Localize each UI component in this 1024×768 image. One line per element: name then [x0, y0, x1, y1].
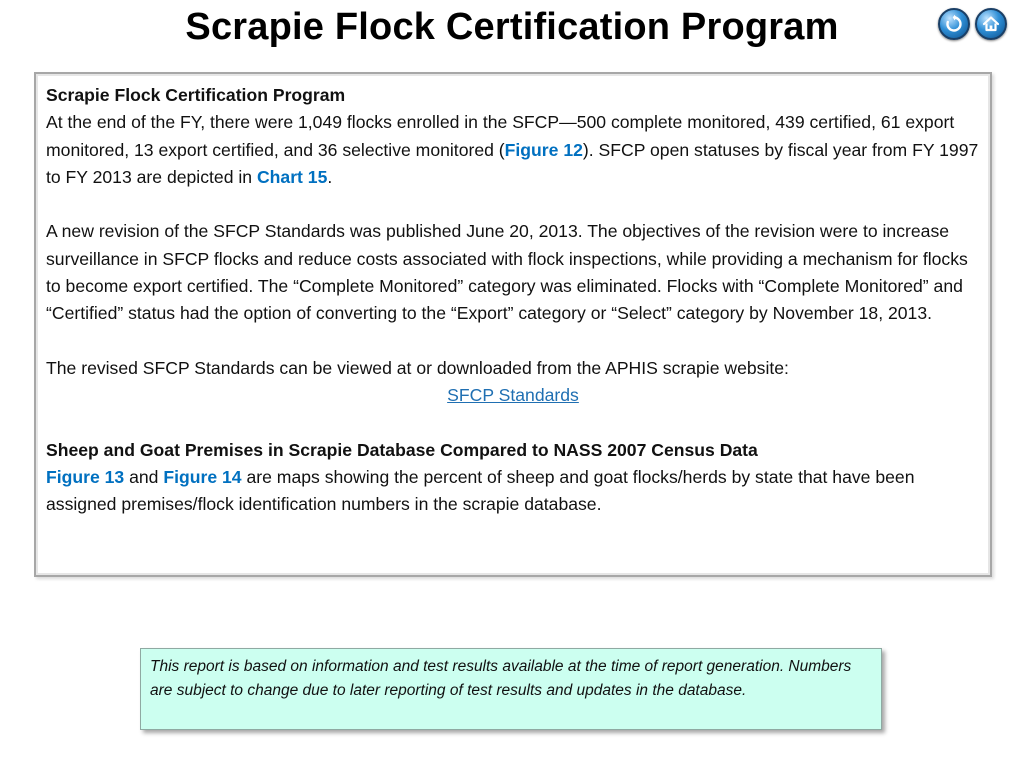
- section-heading-sfcp: Scrapie Flock Certification Program: [46, 85, 346, 105]
- refresh-icon: [944, 14, 964, 34]
- sfcp-standards-link[interactable]: SFCP Standards: [447, 385, 579, 406]
- enrollment-text-cont: ). SFCP open statuses by fiscal year from FY 1997 to FY 2013 are depicted in: [46, 139, 979, 187]
- revision-paragraph: A new revision of the SFCP Standards was published June 20, 2013. The objectives of the revision were to increase surveillance in SFCP flocks and reduce costs associated with flock inspections, while providing a mechanism for flocks to become export certified. The “Complete Monitored” category was eliminated. Flocks with “Complete Monitored” and “Certified” status had the option of converting to the “Export” category or “Select” category by November 18, 2013.: [46, 221, 968, 324]
- enrollment-paragraph: [46, 109, 980, 191]
- enrollment-text-end: .: [327, 166, 333, 187]
- figure-12-link[interactable]: Figure 12: [504, 139, 583, 160]
- premises-and: and: [124, 467, 164, 488]
- enrollment-text: At the end of the FY, there were 1,049 flocks enrolled in the SFCP—500 complete monitored, 439 certified, 61 export monitored, 13 export certified, and 36 selective monitored (: [46, 112, 955, 160]
- nav-buttons: [938, 8, 1007, 40]
- content-box: [34, 72, 992, 577]
- home-button[interactable]: [975, 8, 1007, 40]
- figure-14-link[interactable]: Figure 14: [163, 467, 242, 488]
- paragraph-spacer: [46, 410, 980, 437]
- chart-15-link[interactable]: Chart 15: [256, 166, 328, 187]
- disclaimer-note: This report is based on information and test results available at the time of report generation. Numbers are subject to change due to later reporting of test results and updates in the database.: [140, 648, 882, 730]
- figure-13-link[interactable]: Figure 13: [46, 467, 125, 488]
- home-icon: [981, 14, 1001, 34]
- standards-link-line: [46, 382, 980, 409]
- premises-text: are maps showing the percent of sheep and goat flocks/herds by state that have been assigned premises/flock identification numbers in the scrapie database.: [46, 467, 915, 515]
- premises-paragraph: [46, 464, 980, 519]
- page-title: Scrapie Flock Certification Program: [185, 6, 839, 48]
- paragraph-spacer: [46, 191, 980, 218]
- refresh-button[interactable]: [938, 8, 970, 40]
- paragraph-spacer: [46, 328, 980, 355]
- standards-paragraph: The revised SFCP Standards can be viewed at or downloaded from the APHIS scrapie website:: [46, 357, 789, 378]
- section-heading-premises: Sheep and Goat Premises in Scrapie Database Compared to NASS 2007 Census Data: [46, 439, 758, 460]
